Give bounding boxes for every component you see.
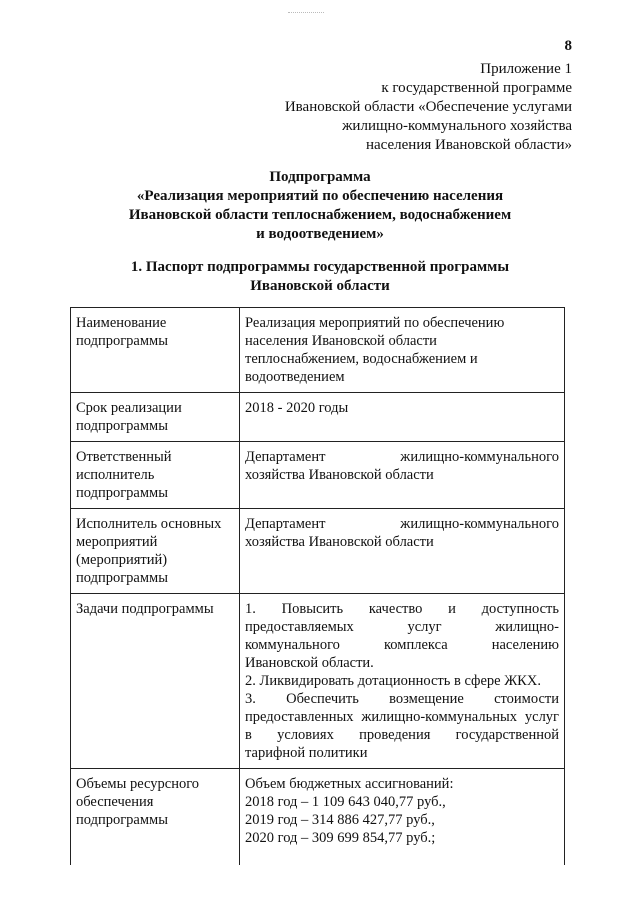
value-line: предоставляемых услуг жилищно- xyxy=(245,619,559,635)
table-row xyxy=(71,594,565,769)
value-line: 3. Обеспечить возмещение стоимости xyxy=(245,691,559,707)
label-line: подпрограммы xyxy=(76,333,168,349)
label-line: подпрограммы xyxy=(76,418,168,434)
value-line: 1. Повысить качество и доступность xyxy=(245,601,559,617)
value-line: предоставленных жилищно-коммунальных услуг xyxy=(245,709,559,725)
row-value-tasks xyxy=(240,594,565,769)
value-line: 2019 год – 314 886 427,77 руб., xyxy=(245,812,435,828)
row-value-executor xyxy=(240,509,565,594)
label-line: (мероприятий) xyxy=(76,552,168,568)
label-line: исполнитель xyxy=(76,467,155,483)
value-line: хозяйства Ивановской области xyxy=(245,534,434,550)
page-number: 8 xyxy=(564,38,572,54)
label-line: обеспечения xyxy=(76,794,154,810)
section-heading xyxy=(70,258,570,296)
title-line: Подпрограмма xyxy=(269,169,371,185)
row-label-funding xyxy=(71,769,240,866)
label-line: Исполнитель основных xyxy=(76,516,222,532)
table-row xyxy=(71,308,565,393)
value-line: Департамент жилищно-коммунального xyxy=(245,516,559,532)
value-line: тарифной политики xyxy=(245,745,368,761)
row-label-term xyxy=(71,393,240,442)
appendix-line: жилищно-коммунального хозяйства xyxy=(342,118,572,134)
passport-table xyxy=(70,307,565,865)
value-line: 2020 год – 309 699 854,77 руб.; xyxy=(245,830,436,846)
label-line: Задачи подпрограммы xyxy=(76,601,214,617)
row-label-name xyxy=(71,308,240,393)
table-row xyxy=(71,393,565,442)
table-row xyxy=(71,509,565,594)
value-line: Объем бюджетных ассигнований: xyxy=(245,776,454,792)
section-heading-line: Ивановской области xyxy=(250,278,390,294)
appendix-line: Ивановской области «Обеспечение услугами xyxy=(284,99,572,115)
row-label-executor xyxy=(71,509,240,594)
scan-artifact xyxy=(288,12,324,13)
table-row xyxy=(71,442,565,509)
appendix-line: Приложение 1 xyxy=(480,61,572,77)
row-label-tasks xyxy=(71,594,240,769)
value-line: Департамент жилищно-коммунального xyxy=(245,449,559,465)
label-line: подпрограммы xyxy=(76,485,168,501)
row-value-responsible xyxy=(240,442,565,509)
value-line: 2018 - 2020 годы xyxy=(245,400,349,416)
label-line: Объемы ресурсного xyxy=(76,776,200,792)
subprogram-title xyxy=(70,168,570,244)
label-line: подпрограммы xyxy=(76,570,168,586)
appendix-line: населения Ивановской области» xyxy=(365,137,572,153)
section-heading-line: 1. Паспорт подпрограммы государственной программы xyxy=(130,259,510,275)
label-line: подпрограммы xyxy=(76,812,168,828)
value-line: в условиях проведения государственной xyxy=(245,727,559,743)
value-line: 2018 год – 1 109 643 040,77 руб., xyxy=(245,794,446,810)
title-line: и водоотведением» xyxy=(256,226,384,242)
row-label-responsible xyxy=(71,442,240,509)
label-line: Ответственный xyxy=(76,449,172,465)
label-line: Срок реализации xyxy=(76,400,182,416)
row-value-name xyxy=(240,308,565,393)
title-line: «Реализация мероприятий по обеспечению населения xyxy=(136,188,504,204)
table-row xyxy=(71,769,565,866)
label-line: мероприятий xyxy=(76,534,158,550)
title-line: Ивановской области теплоснабжением, водоснабжением xyxy=(128,207,512,223)
row-value-term xyxy=(240,393,565,442)
value-line: водоотведением xyxy=(245,369,345,385)
value-line: 2. Ликвидировать дотационность в сфере ЖКХ. xyxy=(245,673,541,689)
value-line: хозяйства Ивановской области xyxy=(245,467,434,483)
value-line: Ивановской области. xyxy=(245,655,374,671)
row-value-funding xyxy=(240,769,565,866)
value-line: коммунального комплекса населению xyxy=(245,637,559,653)
appendix-line: к государственной программе xyxy=(381,80,572,96)
value-line: населения Ивановской области xyxy=(245,333,437,349)
appendix-header xyxy=(285,60,572,155)
label-line: Наименование xyxy=(76,315,167,331)
value-line: Реализация мероприятий по обеспечению xyxy=(245,315,505,331)
value-line: теплоснабжением, водоснабжением и xyxy=(245,351,478,367)
